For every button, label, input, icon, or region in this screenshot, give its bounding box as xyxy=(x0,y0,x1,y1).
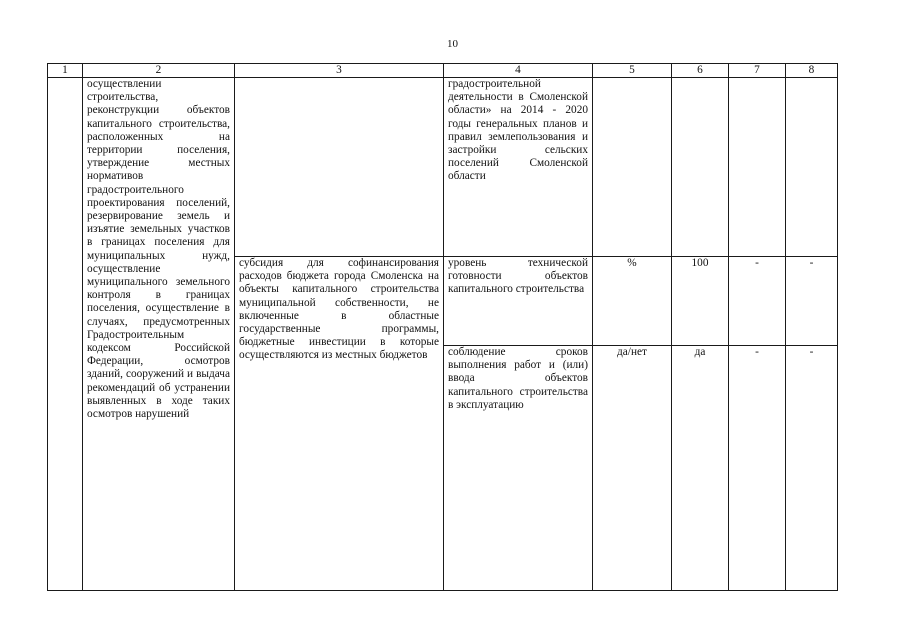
empty-cell xyxy=(729,78,786,257)
value-cell: - xyxy=(786,257,838,346)
table-row xyxy=(48,78,838,257)
column-header-5: 5 xyxy=(593,64,672,78)
empty-cell xyxy=(593,78,672,257)
subsidy-description-cell: субсидия для софинансирования расходов бюджета города Смоленска на объекты капитального строительства муниципальной собственности, не включенные в областные государственные программы, бюджетные инвестиции в которые осуществляются из местных бюджетов xyxy=(235,257,444,591)
column-header-1: 1 xyxy=(48,64,83,78)
column-header-2: 2 xyxy=(83,64,235,78)
row-number-cell xyxy=(48,78,83,591)
value-cell: - xyxy=(729,346,786,591)
value-cell: 100 xyxy=(672,257,729,346)
empty-cell xyxy=(672,78,729,257)
authority-description-cell: осуществлении строительства, реконструкции объектов капитального строительства, расположенных на территории поселения, утверждение местных нормативов градостроительного проектирования поселений, резервирование земель и изъятие земельных участков в границах поселения для муниципальных нужд, осуществление муниципального земельного контроля в границах поселения, осуществление в случаях, предусмотренных Градостроительным кодексом Российской Федерации, осмотров зданий, сооружений и выдача рекомендаций об устранении выявленных в ходе таких осмотров нарушений xyxy=(83,78,235,591)
value-cell: - xyxy=(786,346,838,591)
unit-cell: да/нет xyxy=(593,346,672,591)
column-header-4: 4 xyxy=(444,64,593,78)
empty-cell xyxy=(235,78,444,257)
value-cell: - xyxy=(729,257,786,346)
value-cell: да xyxy=(672,346,729,591)
column-header-6: 6 xyxy=(672,64,729,78)
column-header-8: 8 xyxy=(786,64,838,78)
unit-cell: % xyxy=(593,257,672,346)
column-header-7: 7 xyxy=(729,64,786,78)
indicator-name-cell: уровень технической готовности объектов капитального строительства xyxy=(444,257,593,346)
page-number: 10 xyxy=(447,38,458,50)
program-continuation-cell: градостроительной деятельности в Смоленской области» на 2014 - 2020 годы генеральных планов и правил землепользования и застройки сельских поселений Смоленской области xyxy=(444,78,593,257)
indicator-table xyxy=(47,63,838,591)
table-header-row xyxy=(48,64,838,78)
column-header-3: 3 xyxy=(235,64,444,78)
empty-cell xyxy=(786,78,838,257)
indicator-name-cell: соблюдение сроков выполнения работ и (или) ввода объектов капитального строительства в эксплуатацию xyxy=(444,346,593,591)
